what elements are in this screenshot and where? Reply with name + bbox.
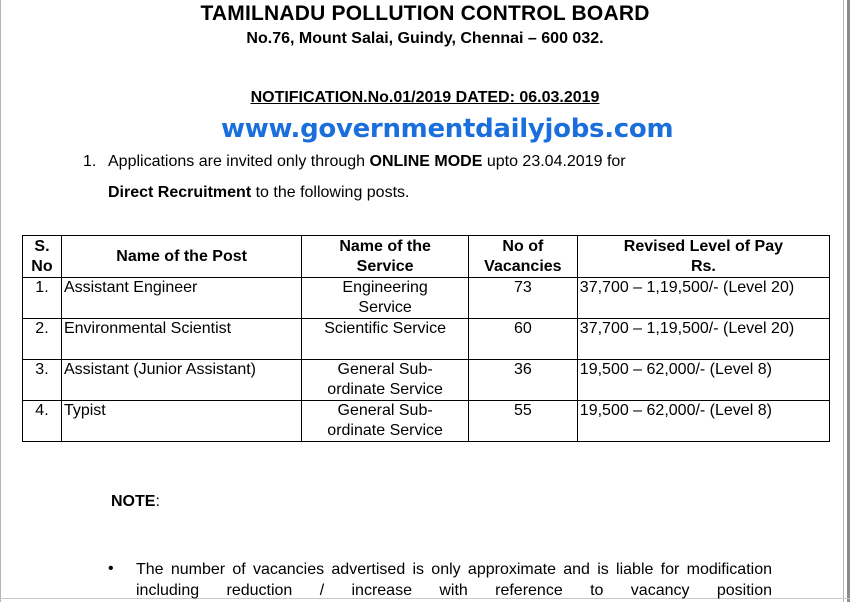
- notification-number: NOTIFICATION.No.01/2019 DATED: 06.03.2019: [250, 89, 600, 106]
- vacancy-table: [22, 235, 830, 442]
- cell-pay: 19,500 – 62,000/- (Level 8): [577, 360, 829, 401]
- table-header-row: [23, 236, 830, 278]
- cell-post: Assistant Engineer: [61, 278, 301, 319]
- intro-direct-recruitment: Direct Recruitment: [108, 184, 252, 201]
- cell-pay: 37,700 – 1,19,500/- (Level 20): [577, 319, 829, 360]
- header-vacancies: No of Vacancies: [468, 236, 577, 278]
- cell-vacancies: 60: [468, 319, 577, 360]
- intro-line-2: [108, 184, 409, 202]
- note-label: NOTE: [111, 493, 156, 510]
- watermark-url: www.governmentdailyjobs.com: [221, 114, 674, 144]
- table-row: [23, 401, 830, 442]
- header-sno: S. No: [23, 236, 62, 278]
- cell-sno: 2.: [23, 319, 62, 360]
- cell-service: General Sub- ordinate Service: [302, 360, 469, 401]
- intro-text-1: Applications are invited only through: [108, 153, 370, 170]
- cell-post: Typist: [61, 401, 301, 442]
- header-pay: Revised Level of Pay Rs.: [577, 236, 829, 278]
- cell-vacancies: 73: [468, 278, 577, 319]
- intro-text-2: upto 23.04.2019 for: [482, 153, 626, 170]
- bullet-icon: •: [108, 560, 114, 577]
- header-service: Name of the Service: [302, 236, 469, 278]
- cell-sno: 1.: [23, 278, 62, 319]
- note-colon: :: [155, 493, 160, 510]
- cell-sno: 3.: [23, 360, 62, 401]
- cell-vacancies: 55: [468, 401, 577, 442]
- cell-post: Assistant (Junior Assistant): [61, 360, 301, 401]
- intro-online-mode: ONLINE MODE: [369, 153, 483, 170]
- intro-number: 1.: [83, 153, 97, 170]
- cell-service: General Sub- ordinate Service: [302, 401, 469, 442]
- cell-sno: 4.: [23, 401, 62, 442]
- header-post: Name of the Post: [61, 236, 301, 278]
- note-bullet-text: The number of vacancies advertised is only approximate and is liable for modification including reduction / increase with reference to vacancy position: [136, 561, 772, 599]
- cell-vacancies: 36: [468, 360, 577, 401]
- cell-pay: 19,500 – 62,000/- (Level 8): [577, 401, 829, 442]
- board-address: No.76, Mount Salai, Guindy, Chennai – 600 032.: [246, 30, 604, 47]
- intro-text-3: to the following posts.: [251, 184, 410, 201]
- cell-service: Scientific Service: [302, 319, 469, 360]
- intro-line-1: [83, 153, 626, 171]
- cell-post: Environmental Scientist: [61, 319, 301, 360]
- note-heading: [111, 493, 160, 511]
- cell-service: Engineering Service: [302, 278, 469, 319]
- table-row: [23, 360, 830, 401]
- board-title: TAMILNADU POLLUTION CONTROL BOARD: [200, 2, 650, 25]
- table-row: [23, 278, 830, 319]
- table-row: [23, 319, 830, 360]
- cell-pay: 37,700 – 1,19,500/- (Level 20): [577, 278, 829, 319]
